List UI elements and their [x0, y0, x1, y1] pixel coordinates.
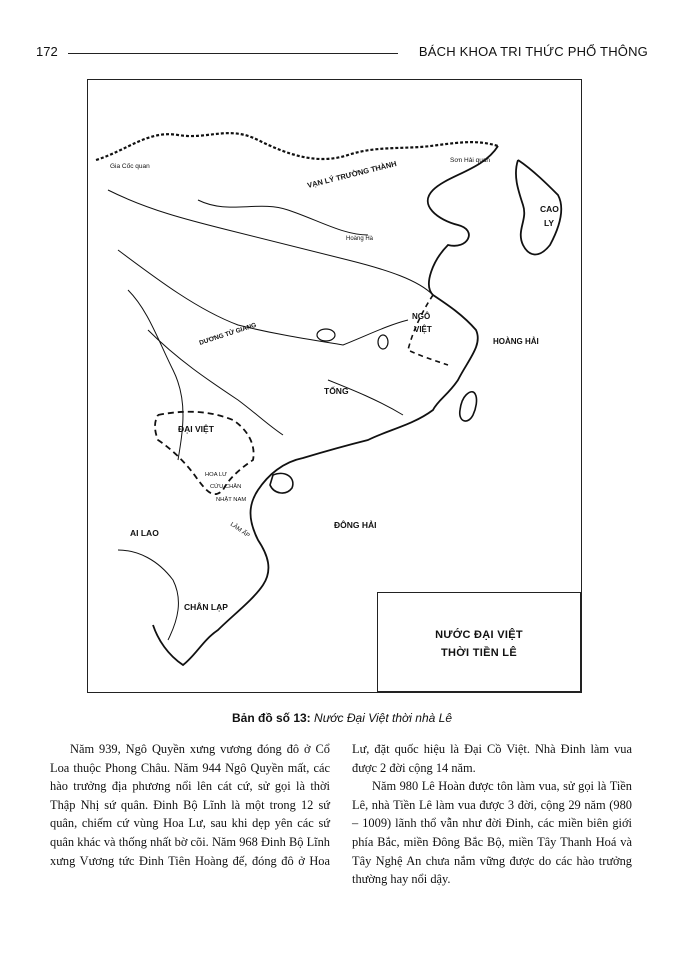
map-caption	[0, 711, 684, 725]
label-tong: TỐNG	[324, 386, 349, 396]
label-dai-viet: ĐẠI VIỆT	[178, 424, 214, 434]
body-text	[50, 740, 632, 889]
legend-title-line1: NƯỚC ĐẠI VIỆT	[435, 629, 523, 641]
hainan	[270, 473, 293, 493]
border-line	[118, 550, 178, 640]
label-chan-lap: CHÂN LẠP	[184, 602, 228, 612]
label-nhat-nam: NHẬT NAM	[216, 497, 247, 503]
label-cao-ly-1: CAO	[540, 204, 559, 214]
legend-title-line2: THỜI TIỀN LÊ	[441, 647, 517, 659]
taiwan	[460, 392, 477, 421]
page-number: 172	[36, 44, 58, 59]
lake	[378, 335, 388, 349]
label-gia-coc-quan: Gia Cốc quan	[110, 163, 150, 170]
label-cao-ly-2: LY	[544, 218, 555, 228]
label-dong-hai: ĐÔNG HẢI	[334, 520, 377, 530]
label-ngo-viet-2: VIỆT	[414, 325, 432, 334]
label-lam-ap: LÂM ẤP	[228, 521, 251, 540]
running-title: BÁCH KHOA TRI THỨC PHỔ THÔNG	[418, 44, 648, 59]
caption-label: Bản đồ số 13:	[232, 711, 311, 725]
paragraph: Năm 939, Ngô Quyền xưng vương đóng đô ở Cổ Loa thuộc Phong Châu. Năm 944 Ngô Quyền mất, các hào trưởng địa phương nổi lên cát cứ, sử gọi là thời Thập Nhị sứ quân. Đinh Bộ Lĩnh là một trong 12 sứ quân, chiếm cứ vùng Hoa Lư, sau khi dẹp yên các sứ quân khác và thống nhất bờ cõi. Năm 968 Đinh Bộ Lĩnh xưng Vương tức Đinh Tiên Hoàng đế, đóng đô ở Hoa Lư, đặt quốc hiệu là Đại Cồ Việt. Nhà Đinh làm vua được 2 đời cộng 14 năm.	[50, 742, 632, 868]
label-hoa-lu: HOA LƯ	[205, 472, 228, 478]
caption-text: Nước Đại Việt thời nhà Lê	[314, 711, 452, 725]
label-hoang-hai: HOÀNG HẢI	[493, 337, 539, 346]
label-cuu-chan: CỬU CHÂN	[210, 484, 242, 490]
river	[148, 330, 283, 435]
label-duong-tu-giang: DƯƠNG TỬ GIANG	[198, 321, 258, 347]
great-wall-line	[96, 133, 498, 160]
label-ngo-viet-1: NGÔ	[412, 312, 431, 321]
river	[108, 190, 433, 295]
paragraph: Năm 980 Lê Hoàn được tôn làm vua, sử gọi là Tiền Lê, nhà Tiền Lê làm vua được 3 đời, cộng 29 năm (980 – 1009) lãnh thổ vẫn như đời Đinh, các miền biên giới phía Bắc, miền Đông Bắc Bộ, miền Tây Thanh Hoá và Tây Nghệ An chưa nắm vững được do các hào trưởng thường hay nổi dậy.	[352, 779, 632, 887]
lake	[317, 329, 335, 341]
label-great-wall: VẠN LÝ TRƯỜNG THÀNH	[306, 159, 398, 190]
map-legend-box	[377, 592, 581, 692]
label-son-hai-quan: Sơn Hải quan	[450, 157, 491, 164]
map-frame	[87, 79, 582, 693]
river	[198, 200, 368, 235]
header-rule	[68, 53, 398, 54]
label-ai-lao: AI LAO	[130, 528, 159, 538]
page-header	[36, 44, 648, 64]
label-hoang-ha: Hoàng Hà	[346, 236, 374, 242]
